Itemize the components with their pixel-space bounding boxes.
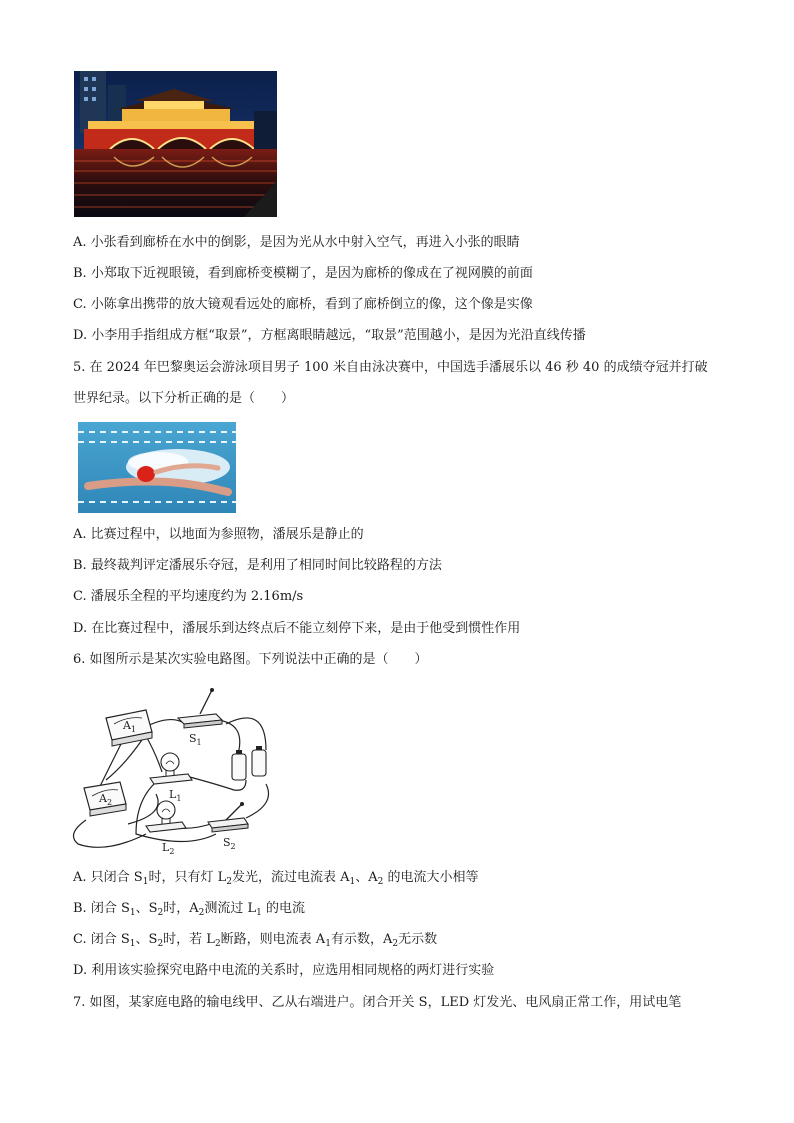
ammeter-a2 bbox=[84, 782, 126, 816]
q6-option-c: C. 闭合 $S_1$、$S_2$时，若 $L_2$断路，则电流表 $A_1$有示数，$A_2$无示数 bbox=[73, 932, 438, 949]
q7-stem: 7. 如图，某家庭电路的输电线甲、乙从右端进户。闭合开关 S，LED 灯发光、电风扇正常工作，用试电笔 bbox=[73, 995, 682, 1010]
ammeter-a2-label: $A_2$ bbox=[99, 792, 113, 807]
battery-pack bbox=[232, 746, 266, 780]
switch-s2 bbox=[208, 802, 248, 851]
switch-s1-label: $S_1$ bbox=[189, 732, 202, 747]
circuit-diagram bbox=[66, 684, 296, 856]
q5-stem: 5. 在 2024 年巴黎奥运会游泳项目男子 100 米自由泳决赛中，中国选手潘展乐以 46 秒 40 的成绩夺冠并打破 bbox=[73, 360, 708, 375]
q4-option-a: A. 小张看到廊桥在水中的倒影，是因为光从水中射入空气，再进入小张的眼睛 bbox=[73, 235, 520, 250]
q4-option-c: C. 小陈拿出携带的放大镜观看远处的廊桥，看到了廊桥倒立的像，这个像是实像 bbox=[73, 297, 533, 312]
ammeter-a1 bbox=[106, 710, 152, 746]
switch-s2-label: $S_2$ bbox=[223, 836, 236, 851]
q5-stem-continued: 世界纪录。以下分析正确的是（ ） bbox=[73, 391, 295, 406]
q5-option-d: D. 在比赛过程中，潘展乐到达终点后不能立刻停下来，是由于他受到惯性作用 bbox=[73, 621, 521, 636]
q5-option-c: C. 潘展乐全程的平均速度约为 2.16m/s bbox=[73, 589, 304, 604]
ammeter-a1-label: $A_1$ bbox=[123, 719, 137, 734]
q6-stem: 6. 如图所示是某次实验电路图。下列说法中正确的是（ ） bbox=[73, 652, 428, 667]
q6-option-a: A. 只闭合 $S_1$时，只有灯 $L_2$发光，流过电流表 $A_1$、$A_2$ 的电流大小相等 bbox=[73, 870, 479, 887]
q4-option-d: D. 小李用手指组成方框“取景”，方框离眼睛越远，“取景”范围越小，是因为光沿直线传播 bbox=[73, 328, 586, 343]
q5-option-a: A. 比赛过程中，以地面为参照物，潘展乐是静止的 bbox=[73, 527, 364, 542]
q6-option-b: B. 闭合 $S_1$、$S_2$时，$A_2$测流过 $L_1$ 的电流 bbox=[73, 901, 305, 918]
q5-option-b: B. 最终裁判评定潘展乐夺冠，是利用了相同时间比较路程的方法 bbox=[73, 558, 442, 573]
lamp-l2 bbox=[146, 801, 186, 856]
q6-option-d: D. 利用该实验探究电路中电流的关系时，应选用相同规格的两灯进行实验 bbox=[73, 963, 495, 978]
switch-s1 bbox=[178, 688, 222, 747]
swimmer-photo bbox=[78, 422, 236, 513]
lamp-l1-label: $L_1$ bbox=[169, 788, 182, 803]
q4-option-b: B. 小郑取下近视眼镜，看到廊桥变模糊了，是因为廊桥的像成在了视网膜的前面 bbox=[73, 266, 533, 281]
lamp-l2-label: $L_2$ bbox=[162, 841, 175, 856]
bridge-photo bbox=[74, 71, 277, 217]
